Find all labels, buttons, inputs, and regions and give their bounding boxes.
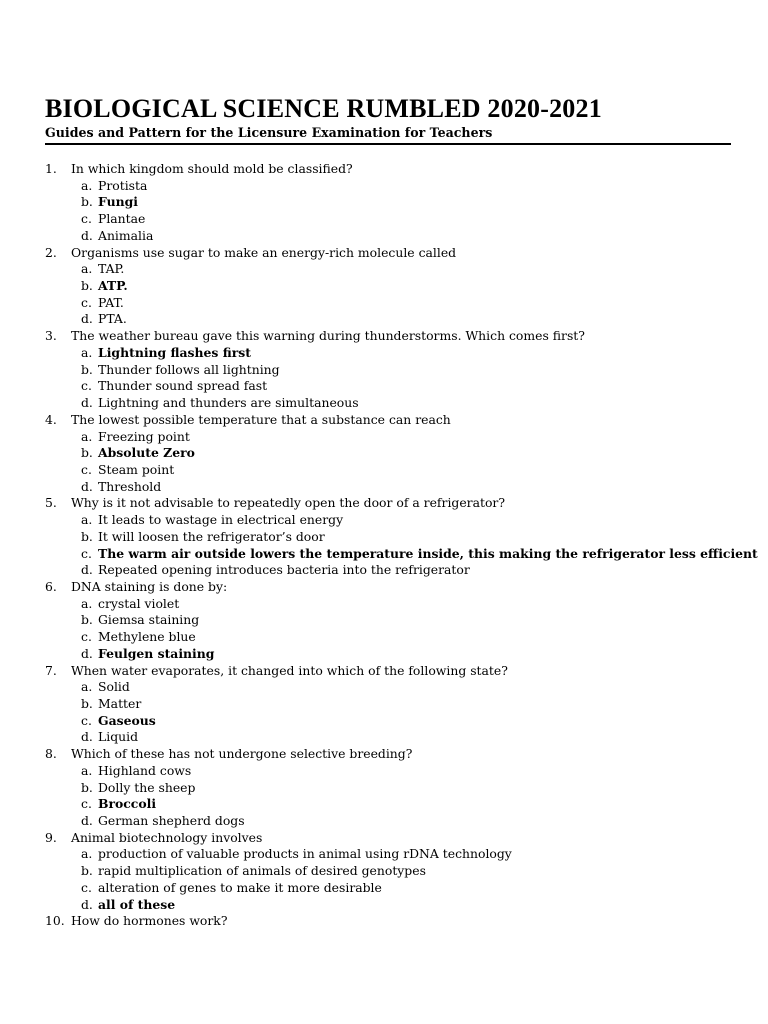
answer-option-correct [0, 194, 768, 211]
option-letter: b. [81, 528, 93, 544]
option-text: It leads to wastage in electrical energy [98, 512, 344, 528]
option-text: Threshold [98, 478, 162, 494]
question-item [0, 830, 768, 847]
option-letter: b. [81, 278, 93, 294]
option-text: Solid [98, 679, 130, 695]
option-letter: b. [81, 194, 93, 210]
option-letter: c. [81, 378, 92, 394]
option-text: Methylene blue [98, 629, 196, 645]
option-text: Thunder sound spread fast [98, 378, 268, 394]
option-letter: a. [81, 428, 93, 444]
option-letter: d. [81, 227, 93, 243]
option-text: TAP. [98, 261, 125, 277]
answer-option-correct [0, 646, 768, 663]
answer-option-correct [0, 713, 768, 730]
answer-option-correct [0, 897, 768, 914]
question-number: 5. [45, 495, 57, 511]
answer-option [0, 311, 768, 328]
question-text: Organisms use sugar to make an energy-rich molecule called [71, 244, 457, 260]
option-letter: a. [81, 512, 93, 528]
answer-option [0, 261, 768, 278]
question-number: 6. [45, 578, 57, 594]
option-text: Animalia [98, 227, 154, 243]
option-letter: d. [81, 813, 93, 829]
question-item [0, 245, 768, 262]
option-letter: a. [81, 595, 93, 611]
question-text: The lowest possible temperature that a substance can reach [71, 411, 451, 427]
answer-option-correct [0, 345, 768, 362]
answer-option [0, 813, 768, 830]
option-text: Protista [98, 177, 148, 193]
option-text: Freezing point [98, 428, 190, 444]
answer-option [0, 629, 768, 646]
option-letter: a. [81, 344, 93, 360]
option-text: all of these [98, 896, 176, 912]
answer-option-correct [0, 278, 768, 295]
question-text: DNA staining is done by: [71, 578, 228, 594]
option-letter: c. [81, 796, 92, 812]
answer-option [0, 562, 768, 579]
question-number: 7. [45, 662, 57, 678]
option-letter: d. [81, 562, 93, 578]
option-letter: c. [81, 545, 92, 561]
answer-option [0, 763, 768, 780]
document-title: BIOLOGICAL SCIENCE RUMBLED 2020-2021 [45, 94, 602, 123]
option-text: Gaseous [98, 712, 156, 728]
answer-option [0, 378, 768, 395]
question-item [0, 161, 768, 178]
answer-option [0, 178, 768, 195]
question-number: 8. [45, 746, 57, 762]
question-item [0, 913, 768, 930]
option-text: Lightning and thunders are simultaneous [98, 395, 359, 411]
question-text: In which kingdom should mold be classified? [71, 161, 353, 176]
answer-option [0, 780, 768, 797]
option-text: Lightning flashes first [98, 344, 251, 360]
question-item [0, 579, 768, 596]
option-letter: a. [81, 679, 93, 695]
question-item [0, 663, 768, 680]
option-letter: d. [81, 311, 93, 327]
answer-option [0, 846, 768, 863]
answer-option-correct [0, 445, 768, 462]
option-text: PTA. [98, 311, 127, 327]
option-letter: d. [81, 395, 93, 411]
question-text: How do hormones work? [71, 913, 228, 929]
option-text: It will loosen the refrigerator’s door [98, 528, 325, 544]
option-letter: b. [81, 779, 93, 795]
question-text: Animal biotechnology involves [71, 829, 263, 845]
option-text: Liquid [98, 729, 138, 745]
answer-option [0, 362, 768, 379]
answer-option [0, 596, 768, 613]
option-letter: c. [81, 294, 92, 310]
option-letter: a. [81, 846, 93, 862]
option-letter: a. [81, 261, 93, 277]
option-text: Plantae [98, 211, 146, 227]
option-letter: d. [81, 645, 93, 661]
question-number: 1. [45, 161, 57, 176]
option-letter: d. [81, 896, 93, 912]
option-text: Absolute Zero [98, 445, 195, 461]
question-list [0, 161, 768, 930]
question-text: Which of these has not undergone selective breeding? [71, 746, 413, 762]
answer-option [0, 679, 768, 696]
answer-option [0, 228, 768, 245]
answer-option [0, 211, 768, 228]
option-text: Repeated opening introduces bacteria into the refrigerator [98, 562, 470, 578]
option-text: ATP. [98, 278, 128, 294]
option-text: Matter [98, 696, 142, 711]
answer-option [0, 462, 768, 479]
question-item [0, 412, 768, 429]
option-text: Fungi [98, 194, 138, 210]
answer-option [0, 512, 768, 529]
option-letter: b. [81, 445, 93, 461]
option-letter: a. [81, 177, 93, 193]
question-number: 10. [45, 913, 65, 929]
option-letter: c. [81, 629, 92, 645]
answer-option [0, 729, 768, 746]
option-text: crystal violet [98, 595, 180, 611]
option-text: Giemsa staining [98, 612, 200, 628]
question-number: 2. [45, 244, 57, 260]
question-item [0, 495, 768, 512]
option-letter: b. [81, 863, 93, 879]
question-number: 3. [45, 328, 57, 344]
question-item [0, 328, 768, 345]
question-text: Why is it not advisable to repeatedly open the door of a refrigerator? [71, 495, 505, 511]
option-letter: c. [81, 211, 92, 227]
option-text: alteration of genes to make it more desirable [98, 879, 382, 895]
option-letter: d. [81, 478, 93, 494]
answer-option-correct [0, 546, 768, 563]
option-text: Feulgen staining [98, 645, 215, 661]
answer-option-correct [0, 796, 768, 813]
option-letter: d. [81, 729, 93, 745]
answer-option [0, 612, 768, 629]
option-text: production of valuable products in animal using rDNA technology [98, 846, 512, 862]
option-text: Highland cows [98, 762, 192, 778]
option-letter: a. [81, 762, 93, 778]
option-letter: b. [81, 612, 93, 628]
option-letter: b. [81, 361, 93, 377]
answer-option [0, 295, 768, 312]
option-text: Steam point [98, 461, 175, 477]
option-letter: c. [81, 712, 92, 728]
option-text: German shepherd dogs [98, 813, 245, 829]
option-text: Broccoli [98, 796, 157, 812]
answer-option [0, 863, 768, 880]
question-number: 4. [45, 411, 57, 427]
option-letter: b. [81, 696, 93, 711]
answer-option [0, 696, 768, 713]
question-text: When water evaporates, it changed into which of the following state? [71, 662, 508, 678]
header-divider [45, 143, 731, 145]
option-text: PAT. [98, 294, 124, 310]
answer-option [0, 429, 768, 446]
option-text: Dolly the sheep [98, 779, 196, 795]
option-text: The warm air outside lowers the temperature inside, this making the refrigerator less efficient [98, 545, 758, 561]
answer-option [0, 529, 768, 546]
question-text: The weather bureau gave this warning during thunderstorms. Which comes first? [71, 328, 585, 344]
option-letter: c. [81, 879, 92, 895]
answer-option [0, 395, 768, 412]
option-text: Thunder follows all lightning [98, 361, 280, 377]
question-item [0, 746, 768, 763]
answer-option [0, 479, 768, 496]
option-text: rapid multiplication of animals of desired genotypes [98, 863, 426, 879]
answer-option [0, 880, 768, 897]
document-subtitle: Guides and Pattern for the Licensure Examination for Teachers [45, 125, 493, 140]
option-letter: c. [81, 461, 92, 477]
question-number: 9. [45, 829, 57, 845]
